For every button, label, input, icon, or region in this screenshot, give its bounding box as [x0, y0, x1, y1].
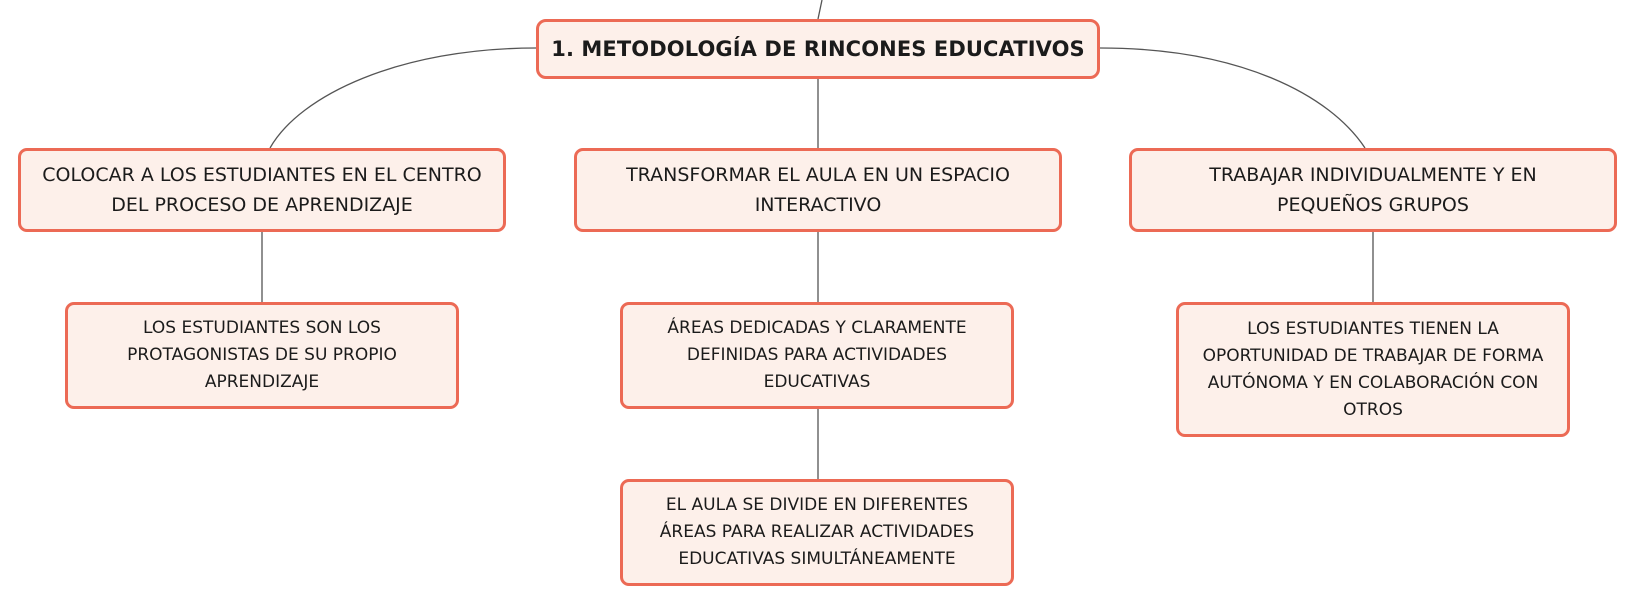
branch-topic-center-label: TRANSFORMAR EL AULA EN UN ESPACIO INTERACTIVO [626, 164, 1010, 216]
branch-topic-left-label: COLOCAR A LOS ESTUDIANTES EN EL CENTRO DEL PROCESO DE APRENDIZAJE [42, 164, 482, 216]
subtopic-right-1[interactable] [1176, 302, 1570, 437]
subtopic-left-1-label: LOS ESTUDIANTES SON LOS PROTAGONISTAS DE SU PROPIO APRENDIZAJE [127, 318, 397, 392]
connector-root-to-branch-right [1100, 48, 1365, 148]
branch-topic-left[interactable] [18, 148, 506, 232]
root-topic[interactable] [536, 19, 1100, 79]
subtopic-center-1-label: ÁREAS DEDICADAS Y CLARAMENTE DEFINIDAS PARA ACTIVIDADES EDUCATIVAS [667, 318, 967, 392]
subtopic-left-1[interactable] [65, 302, 459, 409]
subtopic-center-1[interactable] [620, 302, 1014, 409]
subtopic-right-1-label: LOS ESTUDIANTES TIENEN LA OPORTUNIDAD DE TRABAJAR DE FORMA AUTÓNOMA Y EN COLABORACIÓN CON OTROS [1202, 318, 1544, 420]
subtopic-center-2[interactable] [620, 479, 1014, 586]
branch-topic-center[interactable] [574, 148, 1062, 232]
branch-topic-right-label: TRABAJAR INDIVIDUALMENTE Y EN PEQUEÑOS GRUPOS [1209, 164, 1537, 216]
root-topic-label: 1. METODOLOGÍA DE RINCONES EDUCATIVOS [551, 37, 1085, 61]
branch-topic-right[interactable] [1129, 148, 1617, 232]
subtopic-center-2-label: EL AULA SE DIVIDE EN DIFERENTES ÁREAS PARA REALIZAR ACTIVIDADES EDUCATIVAS SIMULTÁNEAMENTE [659, 495, 975, 569]
connector-root-to-branch-left [270, 48, 536, 148]
connector-root-incoming [818, 0, 822, 19]
